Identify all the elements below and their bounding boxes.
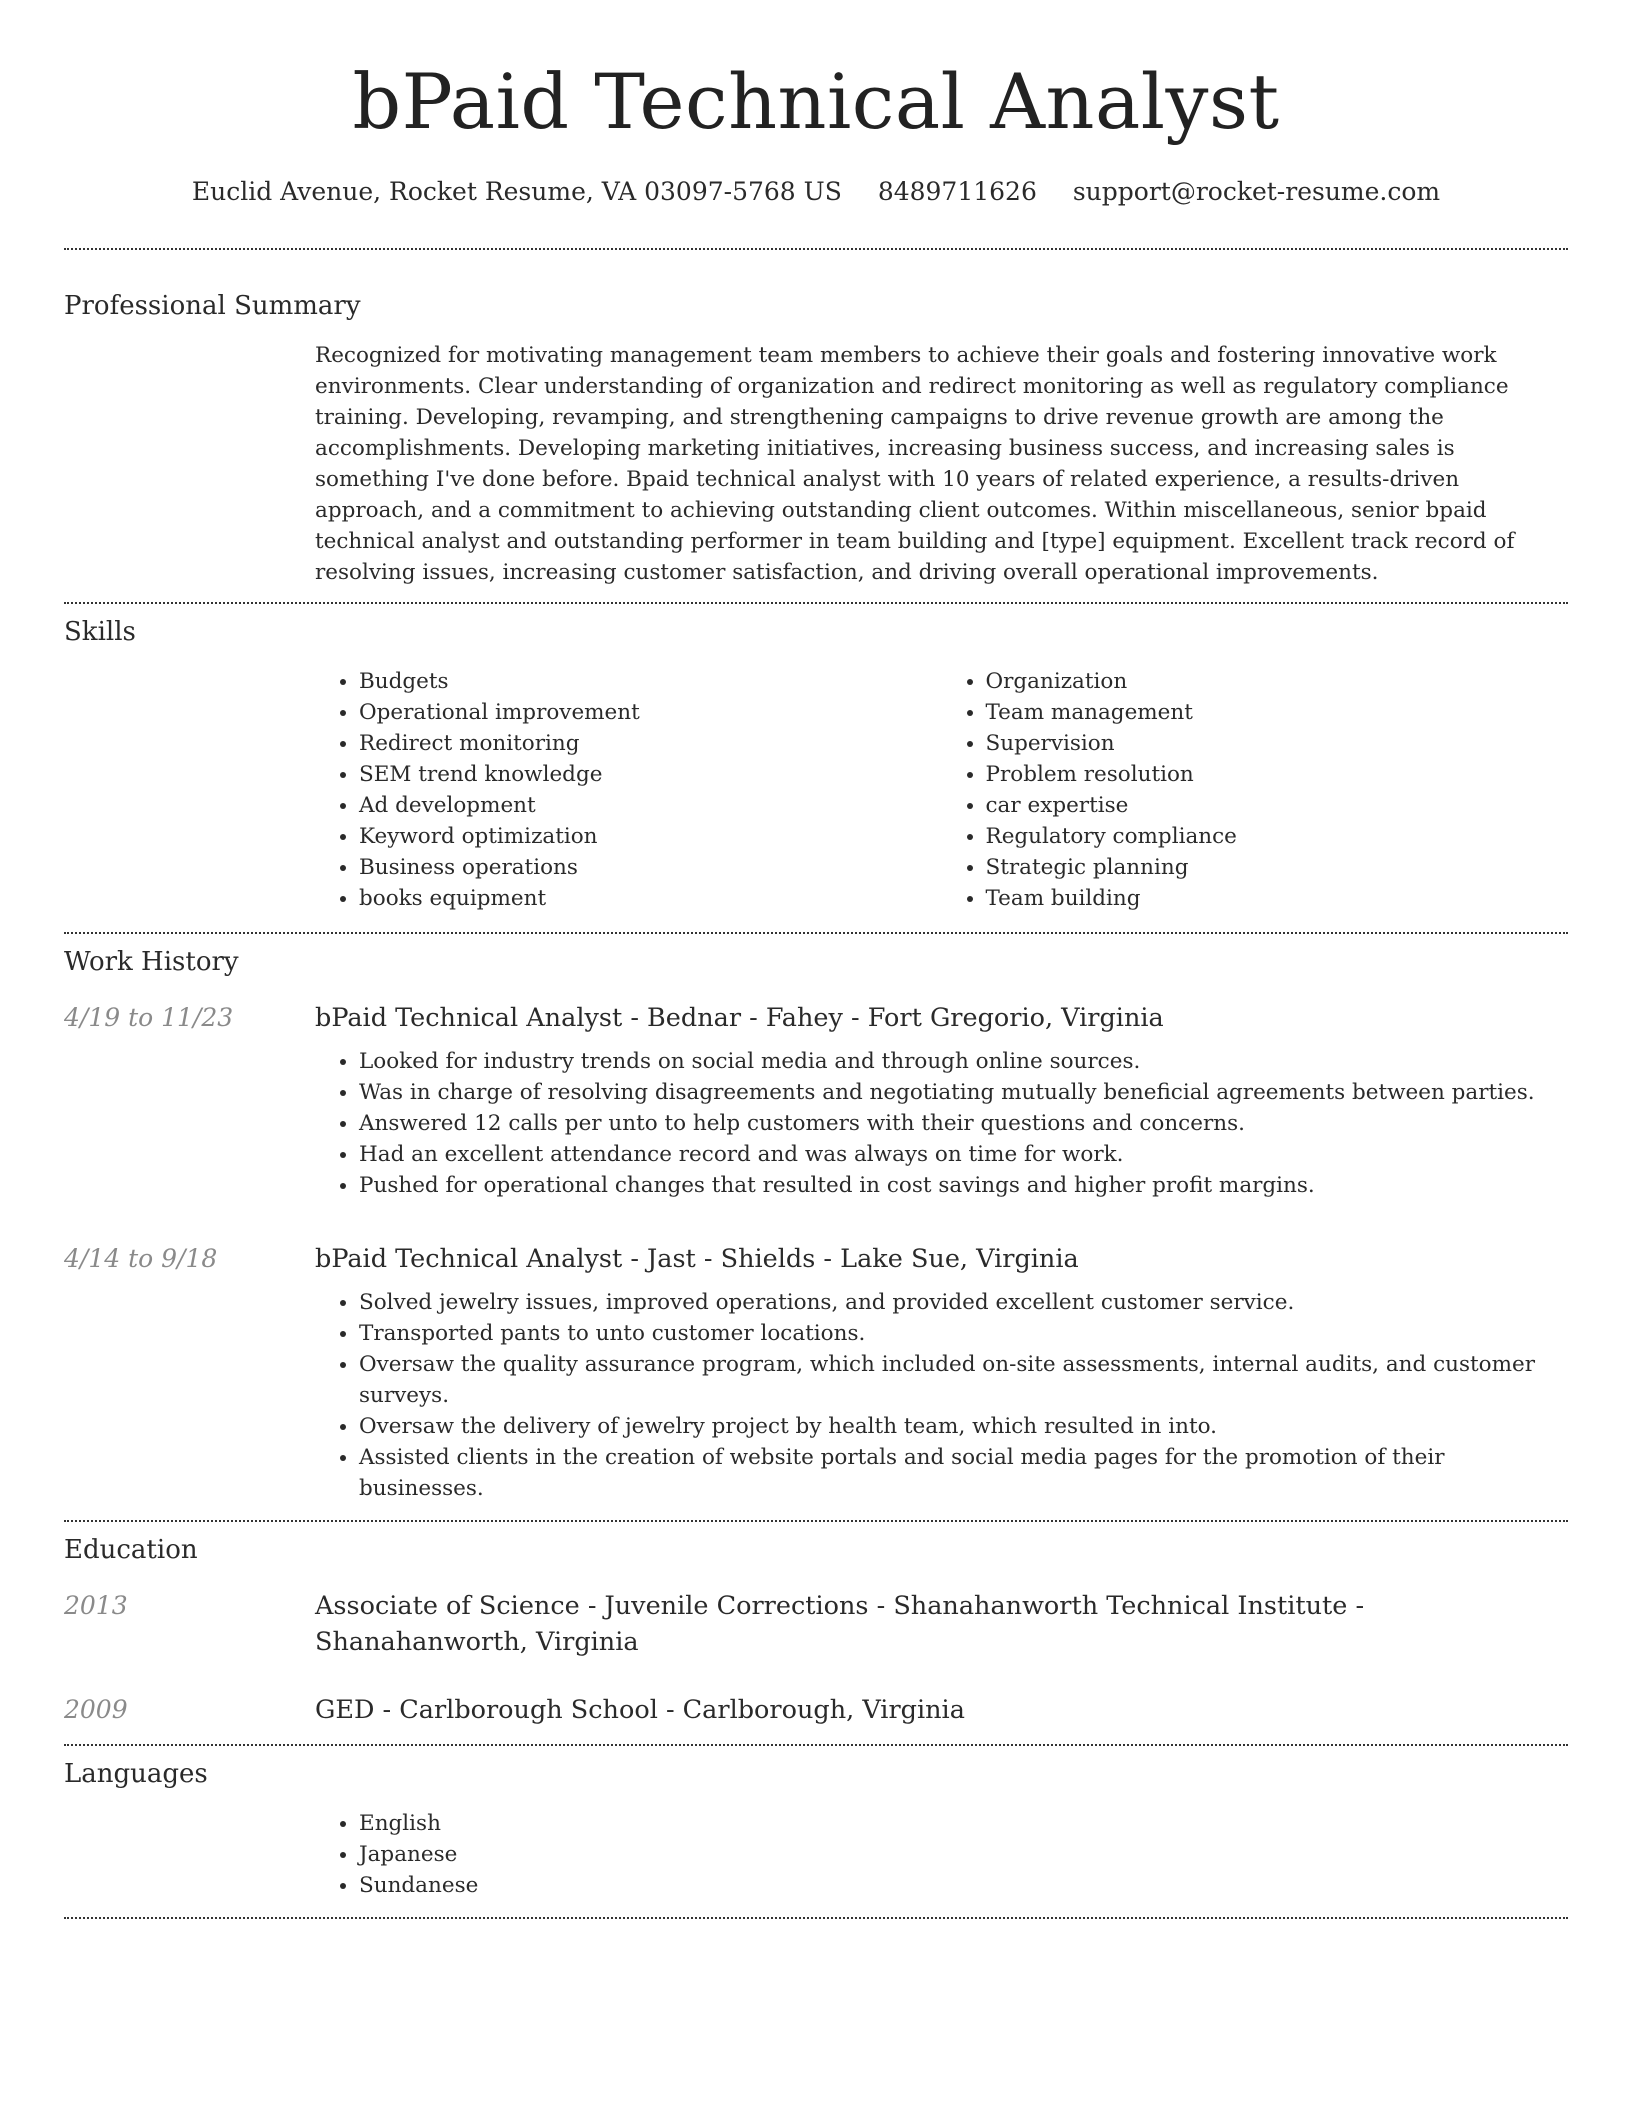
summary-title: Professional Summary (64, 291, 361, 321)
skill-item: • SEM trend knowledge (359, 759, 942, 790)
skill-item: • Ad development (359, 790, 942, 821)
contact-phone: 8489711626 (877, 177, 1037, 206)
job-bullet: • Oversaw the delivery of jewelry project by health team, which resulted in into. (359, 1411, 1568, 1442)
education-body (315, 1588, 1568, 1660)
job-bullet: • Transported pants to unto customer locations. (359, 1318, 1568, 1349)
job-entry (64, 1241, 1568, 1504)
skill-item: • Supervision (986, 728, 1569, 759)
job-bullet: • Answered 12 calls per unto to help customers with their questions and concerns. (359, 1108, 1568, 1139)
skills-section (64, 614, 1568, 914)
section-divider (64, 602, 1568, 604)
work-section (64, 944, 1568, 1504)
job-bullet: • Assisted clients in the creation of website portals and social media pages for the promotion of their businesses. (359, 1442, 1568, 1504)
job-bullet: • Looked for industry trends on social media and through online sources. (359, 1046, 1568, 1077)
skills-list-right (942, 666, 1569, 914)
education-entry (64, 1588, 1568, 1660)
education-entry (64, 1692, 1568, 1728)
job-bullet: • Oversaw the quality assurance program, which included on-site assessments, internal audits, and customer surveys. (359, 1349, 1568, 1411)
education-section (64, 1532, 1568, 1728)
skill-item: • Keyword optimization (359, 821, 942, 852)
skill-item: • books equipment (359, 883, 942, 914)
education-year: 2009 (64, 1695, 128, 1724)
skill-item: • Redirect monitoring (359, 728, 942, 759)
job-bullet: • Solved jewelry issues, improved operations, and provided excellent customer service. (359, 1287, 1568, 1318)
skills-title: Skills (64, 617, 136, 647)
skill-item: • car expertise (986, 790, 1569, 821)
skill-item: • Strategic planning (986, 852, 1569, 883)
skill-item: • Problem resolution (986, 759, 1569, 790)
languages-section (64, 1756, 1568, 1901)
languages-list (315, 1808, 1568, 1901)
job-dates: 4/14 to 9/18 (64, 1244, 218, 1273)
job-body (315, 1241, 1568, 1504)
skill-item: • Team building (986, 883, 1569, 914)
languages-title: Languages (64, 1759, 208, 1789)
contact-address: Euclid Avenue, Rocket Resume, VA 03097-5768 US (191, 177, 842, 206)
education-heading: GED - Carlborough School - Carlborough, Virginia (315, 1695, 965, 1725)
resume-page (64, 0, 1568, 1919)
job-bullet: • Had an excellent attendance record and was always on time for work. (359, 1139, 1568, 1170)
skill-item: • Regulatory compliance (986, 821, 1569, 852)
section-divider (64, 1520, 1568, 1522)
education-body (315, 1692, 1568, 1728)
section-divider (64, 248, 1568, 250)
education-heading: Associate of Science - Juvenile Corrections - Shanahanworth Technical Institute - Shanahanworth, Virginia (315, 1591, 1365, 1657)
languages-content (315, 1808, 1568, 1901)
work-title: Work History (64, 947, 239, 977)
language-item: • English (359, 1808, 1568, 1839)
language-item: • Sundanese (359, 1870, 1568, 1901)
summary-text: Recognized for motivating management team members to achieve their goals and fostering innovative work environments. Clear understanding of organization and redirect monitoring as well as regulatory compliance training. Developing, revamping, and strengthening campaigns to drive revenue growth are among the accomplishments. Developing marketing initiatives, increasing business success, and increasing sales is something I've done before. Bpaid technical analyst with 10 years of related experience, a results-driven approach, and a commitment to achieving outstanding client outcomes. Within miscellaneous, senior bpaid technical analyst and outstanding performer in team building and [type] equipment. Excellent track record of resolving issues, increasing customer satisfaction, and driving overall operational improvements. (315, 343, 1515, 585)
summary-section (64, 288, 1568, 588)
education-year: 2013 (64, 1591, 128, 1620)
skills-columns (315, 666, 1568, 914)
section-divider (64, 1917, 1568, 1919)
section-divider (64, 932, 1568, 934)
resume-name: bPaid Technical Analyst (352, 57, 1280, 146)
skill-item: • Business operations (359, 852, 942, 883)
skill-item: • Budgets (359, 666, 942, 697)
contact-email: support@rocket-resume.com (1072, 177, 1441, 206)
job-bullets (315, 1046, 1568, 1201)
job-bullet: • Was in charge of resolving disagreements and negotiating mutually beneficial agreements between parties. (359, 1077, 1568, 1108)
skill-item: • Organization (986, 666, 1569, 697)
job-heading: bPaid Technical Analyst - Jast - Shields - Lake Sue, Virginia (315, 1244, 1079, 1274)
education-title: Education (64, 1535, 198, 1565)
contact-line (64, 174, 1568, 210)
job-bullet: • Pushed for operational changes that resulted in cost savings and higher profit margins. (359, 1170, 1568, 1201)
skill-item: • Operational improvement (359, 697, 942, 728)
skill-item: • Team management (986, 697, 1569, 728)
job-body (315, 1000, 1568, 1201)
section-divider (64, 1744, 1568, 1746)
language-item: • Japanese (359, 1839, 1568, 1870)
job-entry (64, 1000, 1568, 1201)
job-bullets (315, 1287, 1568, 1504)
job-heading: bPaid Technical Analyst - Bednar - Fahey - Fort Gregorio, Virginia (315, 1003, 1164, 1033)
job-dates: 4/19 to 11/23 (64, 1003, 234, 1032)
skills-list-left (315, 666, 942, 914)
